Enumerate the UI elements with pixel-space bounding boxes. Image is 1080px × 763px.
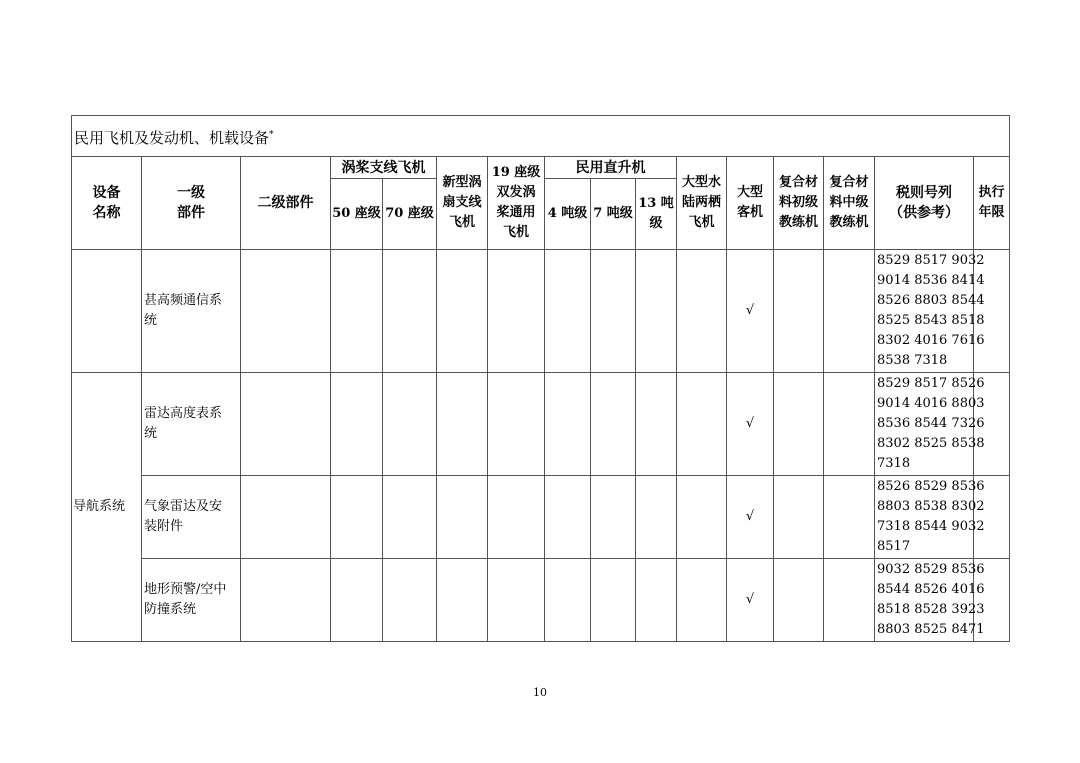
header-period: 执行 年限 xyxy=(974,157,1010,250)
header-turboprop-regional: 涡桨支线飞机 xyxy=(331,157,437,179)
header-civil-helicopter: 民用直升机 xyxy=(545,157,677,179)
airliner-check: √ xyxy=(727,373,774,476)
header-composite-intermediate-trainer: 复合材 料中级 教练机 xyxy=(824,157,875,250)
header-50-seat: 50 座级 xyxy=(331,179,383,250)
table-title-text: 民用飞机及发动机、机载设备 xyxy=(74,128,270,147)
airliner-check: √ xyxy=(727,476,774,559)
header-equipment-name: 设备 名称 xyxy=(72,157,142,250)
equipment-name-cell xyxy=(72,250,142,373)
component-cell: 地形预警/空中 防撞系统 xyxy=(142,559,241,642)
header-level1-component: 一级 部件 xyxy=(142,157,241,250)
table-title xyxy=(72,116,1010,157)
table-row xyxy=(72,476,1010,559)
tax-code-cell: 8526 8529 8536 8803 8538 8302 7318 8544 9032 8517 xyxy=(875,476,974,559)
header-70-seat: 70 座级 xyxy=(383,179,437,250)
table-row xyxy=(72,250,1010,373)
header-13-ton: 13 吨 级 xyxy=(636,179,677,250)
header-amphibian: 大型水 陆两栖 飞机 xyxy=(677,157,727,250)
header-new-turbofan: 新型涡 扇支线 飞机 xyxy=(437,157,488,250)
header-tax-code: 税则号列 （供参考） xyxy=(875,157,974,250)
tax-code-cell: 9032 8529 8536 8544 8526 4016 8518 8528 3923 8803 8525 8471 xyxy=(875,559,974,642)
header-level2-component: 二级部件 xyxy=(241,157,331,250)
header-19-seat: 19 座级 双发涡 桨通用 飞机 xyxy=(488,157,545,250)
airliner-check: √ xyxy=(727,559,774,642)
title-asterisk: * xyxy=(269,129,274,140)
table-row xyxy=(72,373,1010,476)
header-7-ton: 7 吨级 xyxy=(591,179,636,250)
airliner-check: √ xyxy=(727,250,774,373)
component-cell: 气象雷达及安 装附件 xyxy=(142,476,241,559)
tax-code-cell: 8529 8517 8526 9014 4016 8803 8536 8544 7326 8302 8525 8538 7318 xyxy=(875,373,974,476)
table-row xyxy=(72,559,1010,642)
tax-code-cell: 8529 8517 9032 9014 8536 8414 8526 8803 8544 8525 8543 8518 8302 4016 7616 8538 7318 xyxy=(875,250,974,373)
equipment-table xyxy=(71,115,1010,642)
component-cell: 甚高频通信系 统 xyxy=(142,250,241,373)
header-airliner: 大型 客机 xyxy=(727,157,774,250)
header-composite-primary-trainer: 复合材 料初级 教练机 xyxy=(774,157,824,250)
equipment-name-navigation: 导航系统 xyxy=(72,373,142,642)
component-cell: 雷达高度表系 统 xyxy=(142,373,241,476)
header-4-ton: 4 吨级 xyxy=(545,179,591,250)
page-number: 10 xyxy=(533,686,547,699)
